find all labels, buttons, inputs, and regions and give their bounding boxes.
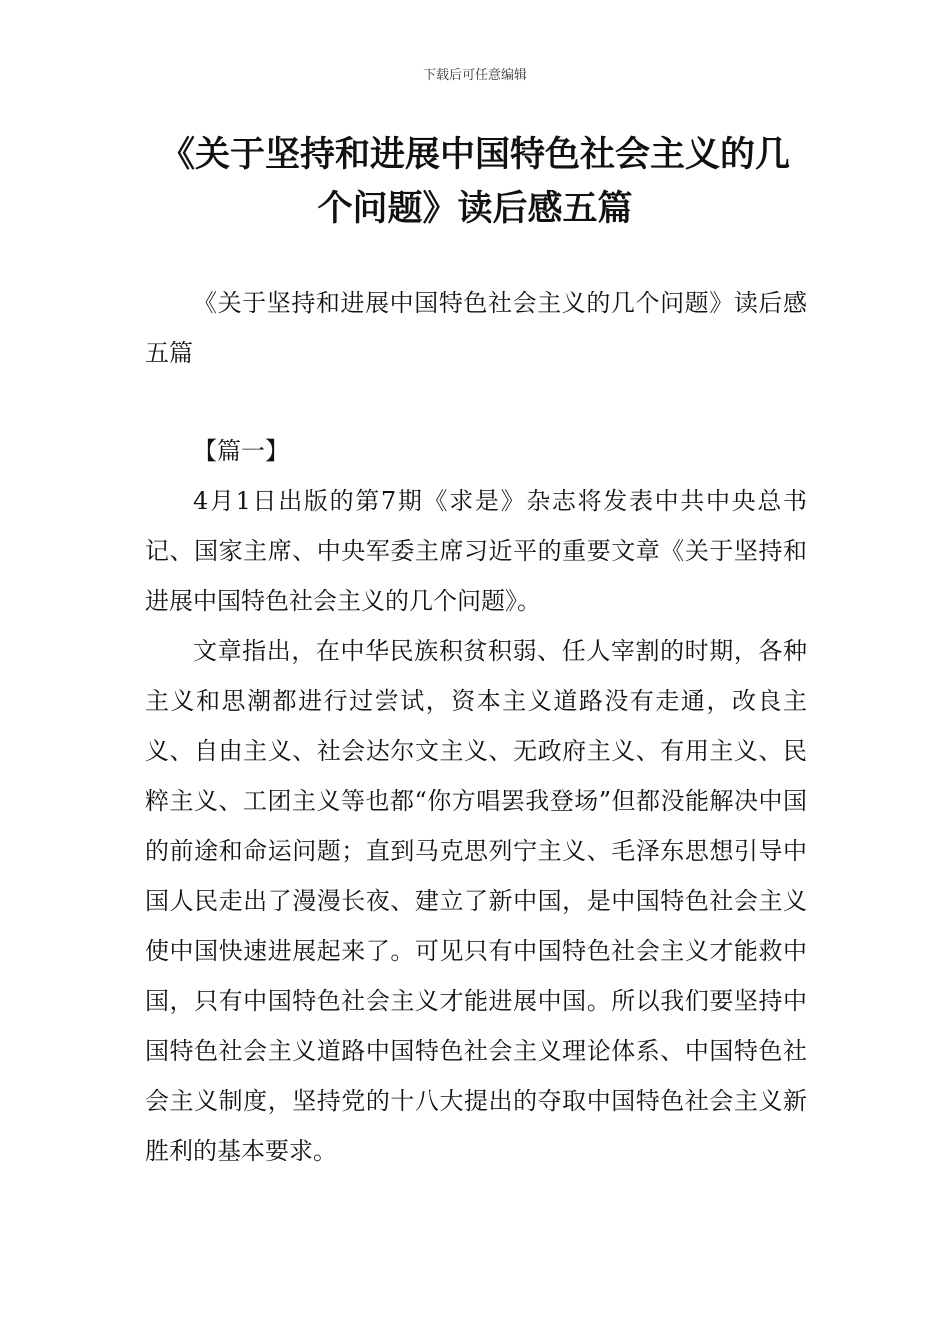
document-subtitle: 《关于坚持和进展中国特色社会主义的几个问题》读后感五篇 [145,289,807,367]
document-title-line-1: 《关于坚持和进展中国特色社会主义的几 [159,135,790,175]
document-subtitle-block [145,278,807,378]
page-header-note: 下载后可任意编辑 [422,68,527,83]
section-label: 【篇一】 [193,437,289,465]
paragraph-1: 4月1日出版的第7期《求是》杂志将发表中共中央总书记、国家主席、中央军委主席习近平的重要文章《关于坚持和进展中国特色社会主义的几个问题》。 [145,487,807,615]
document-title [140,128,810,236]
document-title-line-2: 个问题》读后感五篇 [317,189,633,229]
section-label-block [145,426,807,476]
section-body [145,476,807,1176]
paragraph-2: 文章指出，在中华民族积贫积弱、任人宰割的时期，各种主义和思潮都进行过尝试，资本主义道路没有走通，改良主义、自由主义、社会达尔文主义、无政府主义、有用主义、民粹主义、工团主义等也都“你方唱罢我登场”但都没能解决中国的前途和命运问题；直到马克思列宁主义、毛泽东思想引导中国人民走出了漫漫长夜、建立了新中国，是中国特色社会主义使中国快速进展起来了。可见只有中国特色社会主义才能救中国，只有中国特色社会主义才能进展中国。所以我们要坚持中国特色社会主义道路中国特色社会主义理论体系、中国特色社会主义制度，坚持党的十八大提出的夺取中国特色社会主义新胜利的基本要求。 [145,637,807,1165]
